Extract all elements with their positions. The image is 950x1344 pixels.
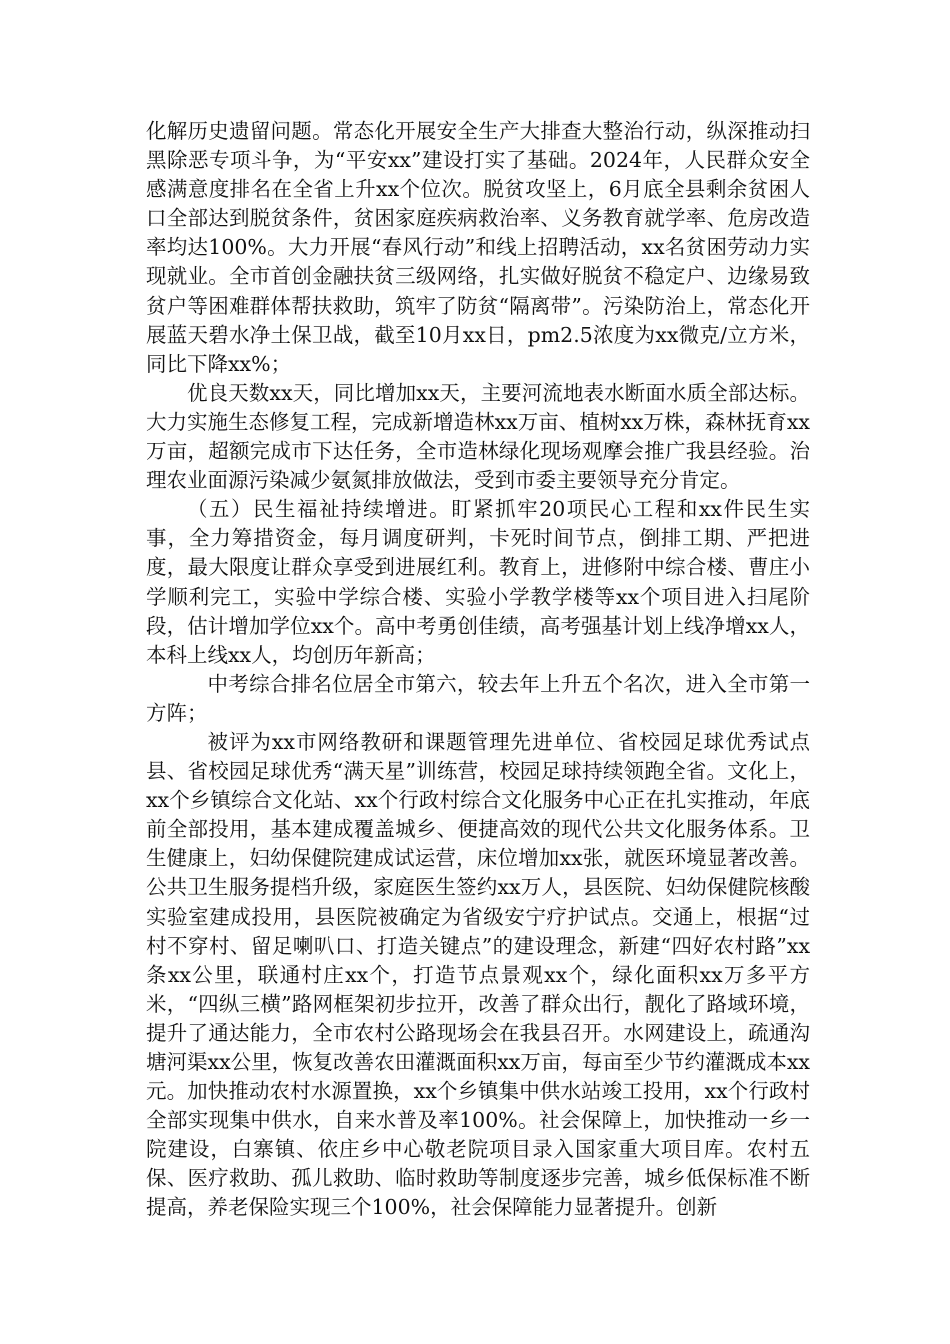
paragraph-1: 化解历史遗留问题。常态化开展安全生产大排查大整治行动，纵深推动扫黑除恶专项斗争，为“平安xx”建设打实了基础。2024年，人民群众安全感满意度排名在全省上升xx个位次。脱贫攻坚上，6月底全县剩余贫困人口全部达到脱贫条件，贫困家庭疾病救治率、义务教育就学率、危房改造率均达100%。大力开展“春风行动”和线上招聘活动，xx名贫困劳动力实现就业。全市首创金融扶贫三级网络，扎实做好脱贫不稳定户、边缘易致贫户等困难群体帮扶救助，筑牢了防贫“隔离带”。污染防治上，常态化开展蓝天碧水净土保卫战，截至10月xx日，pm2.5浓度为xx微克/立方米，同比下降xx%； (146, 119, 810, 376)
paragraph-3: （五）民生福祉持续增进。盯紧抓牢20项民心工程和xx件民生实事，全力筹措资金，每月调度研判，卡死时间节点，倒排工期、严把进度，最大限度让群众享受到进展红利。教育上，进修附中综合楼、曹庄小学顺利完工，实验中学综合楼、实验小学教学楼等xx个项目进入扫尾阶段，估计增加学位xx个。高中考勇创佳绩，高考强基计划上线净增xx人，本科上线xx人，均创历年新高； (146, 497, 810, 667)
paragraph-2: 优良天数xx天，同比增加xx天，主要河流地表水断面水质全部达标。大力实施生态修复工程，完成新增造林xx万亩、植树xx万株，森林抚育xx万亩，超额完成市下达任务，全市造林绿化现场观摩会推广我县经验。治理农业面源污染减少氨氮排放做法，受到市委主要领导充分肯定。 (146, 380, 810, 493)
paragraph-4: 中考综合排名位居全市第六，较去年上升五个名次，进入全市第一方阵； (146, 671, 810, 725)
document-body (146, 117, 810, 1223)
paragraph-5: 被评为xx市网络教研和课题管理先进单位、省校园足球优秀试点县、省校园足球优秀“满天星”训练营，校园足球持续领跑全省。文化上，xx个乡镇综合文化站、xx个行政村综合文化服务中心正在扎实推动，年底前全部投用，基本建成覆盖城乡、便捷高效的现代公共文化服务体系。卫生健康上，妇幼保健院建成试运营，床位增加xx张，就医环境显著改善。公共卫生服务提档升级，家庭医生签约xx万人，县医院、妇幼保健院核酸实验室建成投用，县医院被确定为省级安宁疗护试点。交通上，根据“过村不穿村、留足喇叭口、打造关键点”的建设理念，新建“四好农村路”xx条xx公里，联通村庄xx个，打造节点景观xx个，绿化面积xx万多平方米，“四纵三横”路网框架初步拉开，改善了群众出行，靓化了路域环境，提升了通达能力，全市农村公路现场会在我县召开。水网建设上，疏通沟塘河渠xx公里，恢复改善农田灌溉面积xx万亩，每亩至少节约灌溉成本xx元。加快推动农村水源置换，xx个乡镇集中供水站竣工投用，xx个行政村全部实现集中供水，自来水普及率100%。社会保障上，加快推动一乡一院建设，白寨镇、依庄乡中心敬老院项目录入国家重大项目库。农村五保、医疗救助、孤儿救助、临时救助等制度逐步完善，城乡低保标准不断提高，养老保险实现三个100%，社会保障能力显著提升。创新 (146, 729, 810, 1220)
